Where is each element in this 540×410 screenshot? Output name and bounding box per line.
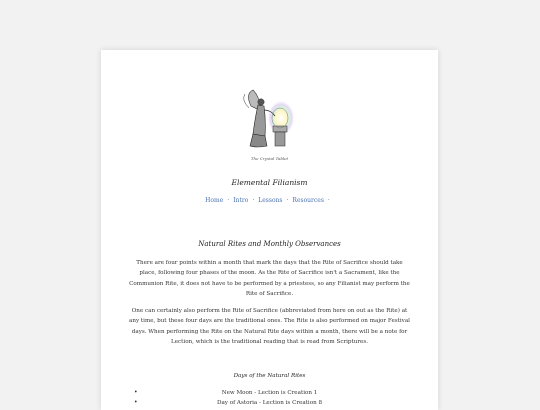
- nav-separator: ·: [227, 197, 230, 204]
- nav-resources-link[interactable]: Resources: [292, 197, 324, 204]
- nav-separator: ·: [252, 197, 255, 204]
- list-item: [129, 398, 410, 408]
- list-item-label: New Moon - Lection is Creation 1: [221, 390, 318, 396]
- bullet-icon: •: [134, 389, 138, 396]
- rite-paragraph: One can certainly also perform the Rite of Sacrifice (abbreviated from here on out as the Rite) at any time, but these four days are the traditional ones. The Rite is also performed on major Festival days. When performing the Rite on the Natural Rite days within a month, there will be a note for Lection, which is the traditional reading that is read from Scriptures.: [129, 308, 410, 346]
- main-nav: [101, 197, 438, 204]
- nav-separator: ·: [327, 197, 330, 204]
- site-title[interactable]: Elemental Filianism: [231, 178, 308, 187]
- nav-home-link[interactable]: Home: [205, 197, 224, 204]
- content-card: [101, 50, 438, 410]
- rites-list: [129, 388, 410, 408]
- nav-lessons-link[interactable]: Lessons: [258, 197, 283, 204]
- intro-paragraph: There are four points within a month that mark the days that the Rite of Sacrifice should take place, following four phases of the moon. As the Rite of Sacrifice isn't a Sacrament, like the Communion Rite, it does not have to be performed by a priestess, so any Filianist may perform the Rite of Sacrifice.: [129, 260, 410, 298]
- nav-intro-link[interactable]: Intro: [233, 197, 249, 204]
- page-heading: Natural Rites and Monthly Observances: [198, 240, 341, 248]
- logo-caption: The Crystal Tablet: [250, 156, 289, 161]
- section-heading: Days of the Natural Rites: [233, 373, 306, 379]
- nav-separator: ·: [286, 197, 289, 204]
- list-item: [129, 388, 410, 398]
- list-item-label: Day of Astoria - Lection is Creation 8: [216, 400, 323, 406]
- bullet-icon: •: [134, 399, 138, 406]
